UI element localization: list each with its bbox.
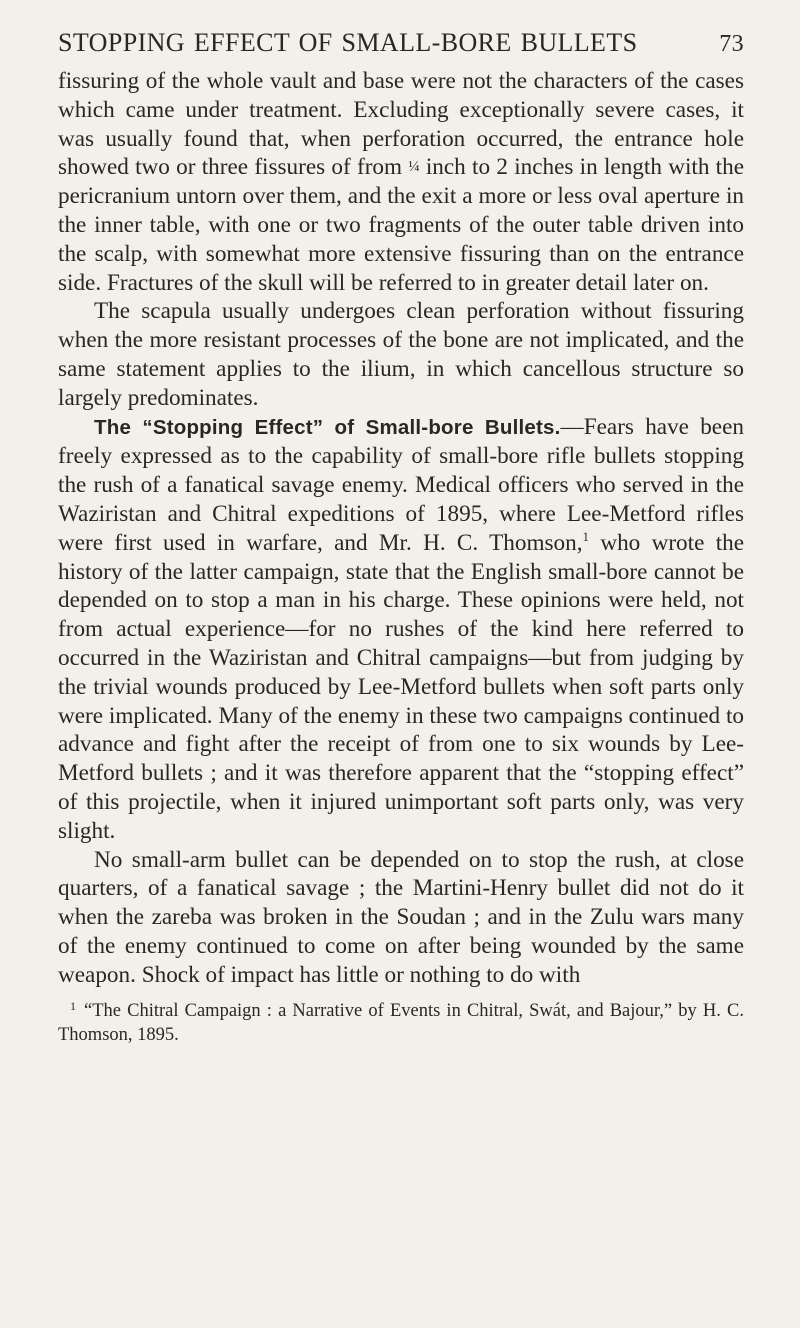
body-text — [58, 67, 744, 990]
footnote-mark: 1 — [70, 998, 76, 1013]
footnote-text: “The Chitral Campaign : a Narrative of Events in Chitral, Swát, and Bajour,” by H. C. Thomson, 1895. — [58, 1000, 744, 1045]
footnote-reference: 1 — [582, 528, 589, 544]
running-head — [58, 28, 744, 59]
section-heading: The “Stopping Effect” of Small-bore Bullets. — [94, 415, 561, 439]
paragraph-1-rest: inch to 2 inches in length with the pericranium untorn over them, and the exit a more or less oval aperture in the inner table, with one or two fragments of the outer table driven into the scalp, with somewhat more extensive fissuring than on the entrance side. Fractures of the skull will be referred to in greater detail later on. — [58, 154, 745, 296]
page-number: 73 — [719, 31, 744, 57]
paragraph-continued — [58, 67, 744, 297]
running-head-title: STOPPING EFFECT OF SMALL-BORE BULLETS — [58, 28, 638, 57]
paragraph-small-arm: No small-arm bullet can be depended on to stop the rush, at close quarters, of a fanatical savage ; the Martini-Henry bullet did not do it when the zareba was broken in the Soudan ; and in the Zulu wars many of the enemy continued to come on after being wounded by the same weapon. Shock of impact has little or nothing to do with — [58, 846, 744, 988]
fraction-quarter: ¼ — [408, 159, 420, 176]
paragraph-scapula: The scapula usually undergoes clean perforation without fissuring when the more resistant processes of the bone are not implicated, and the same statement applies to the ilium, in which cancellous structure so largely predominates. — [58, 298, 744, 411]
footnote — [58, 994, 744, 1047]
paragraph-stopping-effect — [58, 413, 744, 846]
paragraph-3-text-a: —Fears have been freely expressed as to the capability of small-bore rifle bullets stopping the rush of a fanatical savage enemy. Medical officers who served in the Waziristan and Chitral expeditions of 1895, where Lee-Metford rifles were first used in warfare, and Mr. H. C. Thomson, — [58, 413, 744, 556]
paragraph-1-text: fissuring of the whole vault and base were not the characters of the cases which came under treatment. Excluding exceptionally severe cases, it was usually found that, when perforation occurred, the entrance hole showed two or three fissures of from — [58, 68, 744, 181]
paragraph-3-text-b: who wrote the history of the latter campaign, state that the English small-bore cannot be depended on to stop a man in his charge. These opinions were held, not from actual experience—for no rushes of the kind here referred to occurred in the Waziristan and Chitral campaigns—but from judging by the trivial wounds produced by Lee-Metford bullets when soft parts only were implicated. Many of the enemy in these two campaigns continued to advance and fight after the receipt of from one to six wounds by Lee-Metford bullets ; and it was therefore apparent that the “stopping effect” of this projectile, when it injured unimportant soft parts only, was very slight. — [58, 529, 745, 844]
